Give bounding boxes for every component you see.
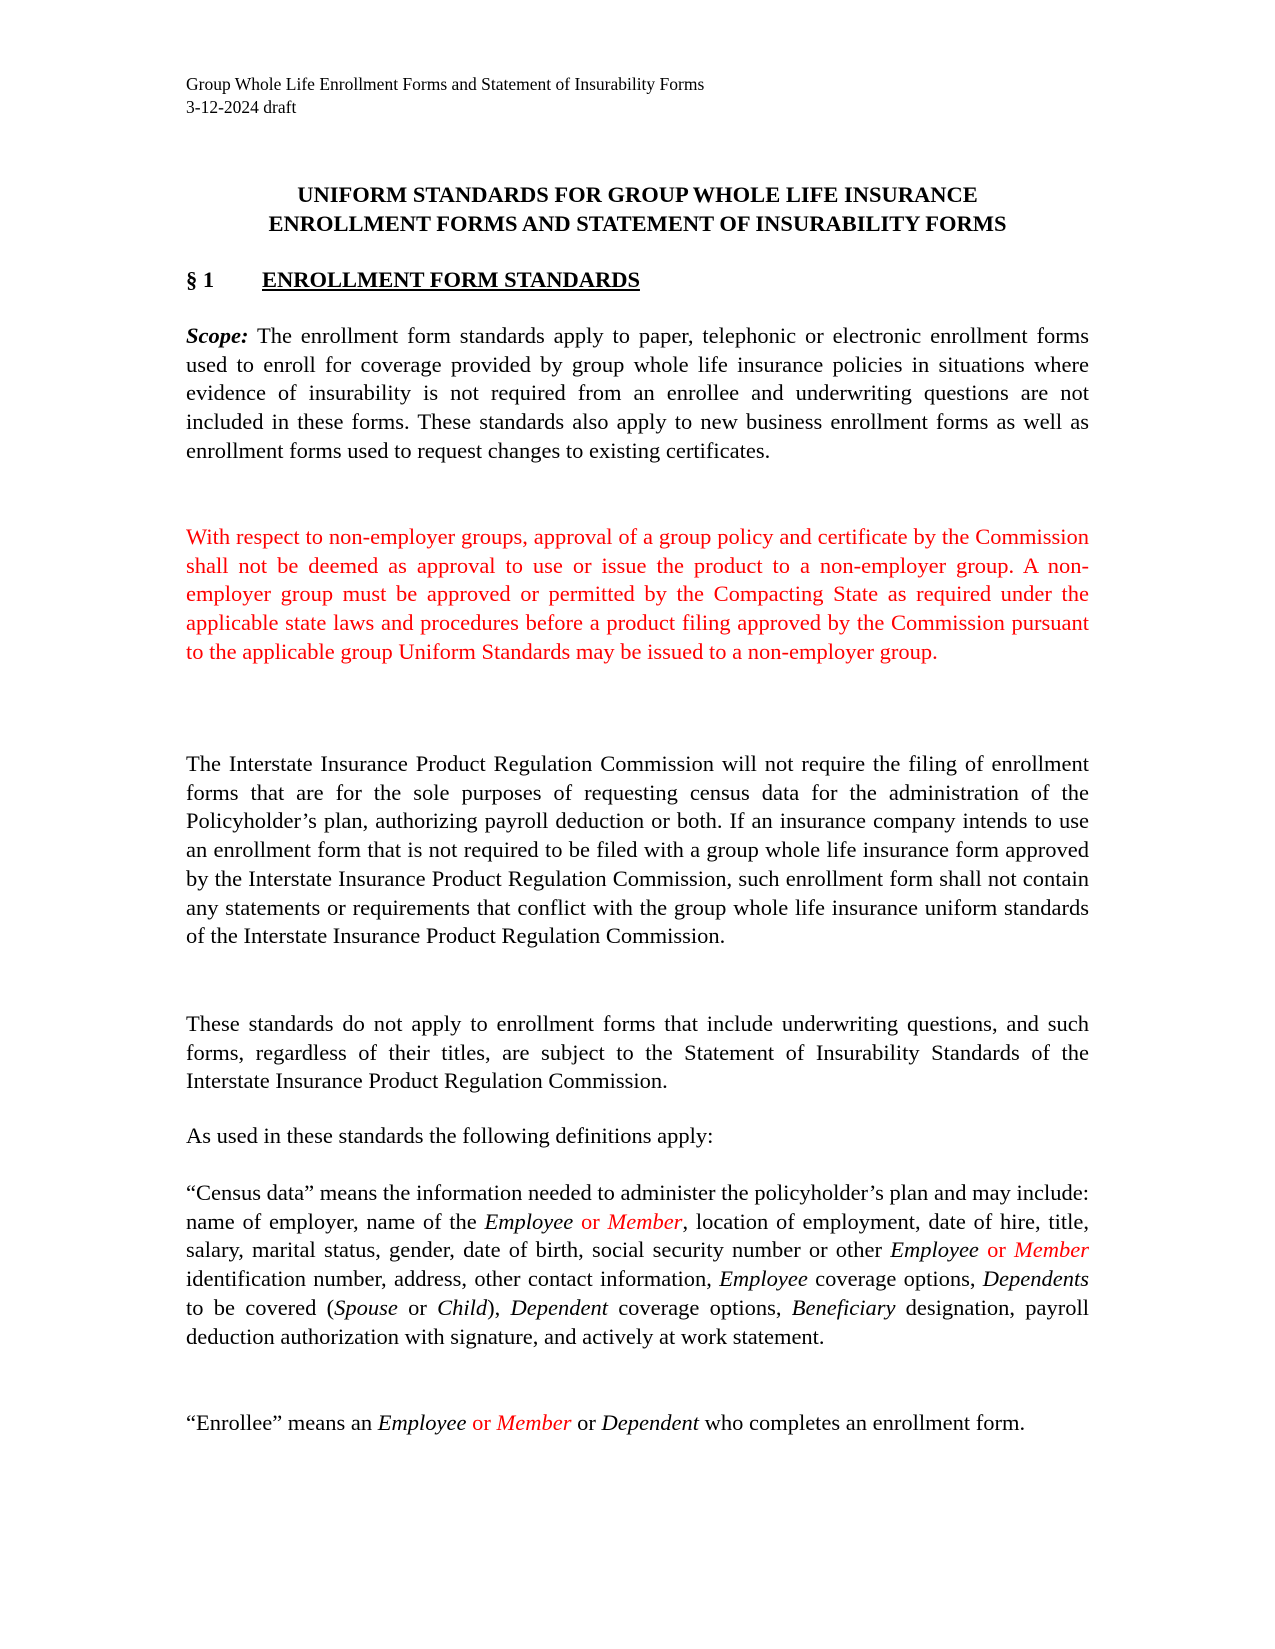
enrollee-definition	[186, 1409, 1089, 1438]
census-text: identification number, address, other contact information,	[186, 1266, 720, 1292]
term-dependent: Dependent	[510, 1294, 608, 1320]
term-employee: Employee	[377, 1410, 467, 1435]
term-employee: Employee	[890, 1237, 979, 1263]
census-text: coverage options,	[807, 1266, 983, 1292]
census-text: to be covered (	[186, 1294, 335, 1320]
scope-text: The enrollment form standards apply to paper, telephonic or electronic enrollment forms used to enroll for coverage provided by group whole life insurance policies in situations where evidence of insurability is not required from an enrollee and underwriting questions are not included in these forms. These standards also apply to new business enrollment forms as well as enrollment forms used to request changes to existing certificates.	[186, 323, 1089, 463]
census-data-definition	[186, 1179, 1089, 1351]
header-draft-date: 3-12-2024 draft	[186, 97, 297, 117]
section-title: ENROLLMENT FORM STANDARDS	[262, 267, 640, 292]
census-text: , location of employment, date of hire, title, salary, marital status, gender, date of birth, social security number or other	[186, 1208, 1089, 1263]
enrollee-or: or	[466, 1410, 497, 1435]
term-employee: Employee	[484, 1208, 574, 1234]
definitions-intro: As used in these standards the following definitions apply:	[186, 1123, 714, 1148]
header-title: Group Whole Life Enrollment Forms and Statement of Insurability Forms	[186, 74, 705, 94]
non-employer-paragraph: With respect to non-employer groups, approval of a group policy and certificate by the Commission shall not be deemed as approval to use or issue the product to a non-employer group. A non-employer group must be approved or permitted by the Compacting State as required under the applicable state laws and procedures before a product filing approved by the Commission pursuant to the applicable group Uniform Standards may be issued to a non-employer group.	[186, 524, 1089, 664]
term-dependents: Dependents	[982, 1266, 1090, 1292]
census-text: coverage options,	[607, 1294, 792, 1320]
iiprc-filing-paragraph: The Interstate Insurance Product Regulation Commission will not require the filing of enrollment forms that are for the sole purposes of requesting census data for the administration of the Policyholder’s plan, authorizing payroll deduction or both. If an insurance company intends to use an enrollment form that is not required to be filed with a group whole life insurance form approved by the Interstate Insurance Product Regulation Commission, such enrollment form shall not contain any statements or requirements that conflict with the group whole life insurance uniform standards of the Interstate Insurance Product Regulation Commission.	[186, 751, 1089, 949]
term-dependent: Dependent	[601, 1410, 699, 1435]
section-number: § 1	[186, 267, 215, 292]
term-beneficiary: Beneficiary	[791, 1294, 896, 1320]
term-child: Child	[437, 1294, 488, 1320]
census-text: ),	[487, 1294, 511, 1320]
scope-label: Scope:	[186, 323, 249, 348]
title-line-2: ENROLLMENT FORMS AND STATEMENT OF INSURABILITY FORMS	[268, 210, 1007, 236]
enrollee-text: “Enrollee” means an	[186, 1410, 378, 1435]
term-member: Member	[496, 1410, 572, 1435]
title-line-1: UNIFORM STANDARDS FOR GROUP WHOLE LIFE INSURANCE	[297, 182, 978, 207]
census-text: designation, payroll deduction authorization with signature, and actively at work statement.	[186, 1294, 1089, 1349]
census-or: or	[978, 1237, 1015, 1263]
census-text: “Census data” means the information needed to administer the policyholder’s plan and may include: name of employer, name of the	[186, 1180, 1089, 1234]
census-or: or	[573, 1208, 608, 1234]
term-member: Member	[607, 1208, 683, 1234]
not-apply-paragraph: These standards do not apply to enrollment forms that include underwriting questions, and such forms, regardless of their titles, are subject to the Statement of Insurability Standards of the Interstate Insurance Product Regulation Commission.	[186, 1011, 1089, 1094]
enrollee-text: who completes an enrollment form.	[698, 1410, 1026, 1435]
term-spouse: Spouse	[334, 1294, 398, 1320]
term-member: Member	[1014, 1237, 1090, 1263]
term-employee: Employee	[719, 1266, 808, 1292]
enrollee-text: or	[571, 1410, 602, 1435]
census-text: or	[397, 1294, 438, 1320]
section-heading	[186, 266, 640, 294]
document-title	[186, 181, 1089, 238]
scope-paragraph	[186, 322, 1089, 466]
running-header	[186, 73, 704, 119]
